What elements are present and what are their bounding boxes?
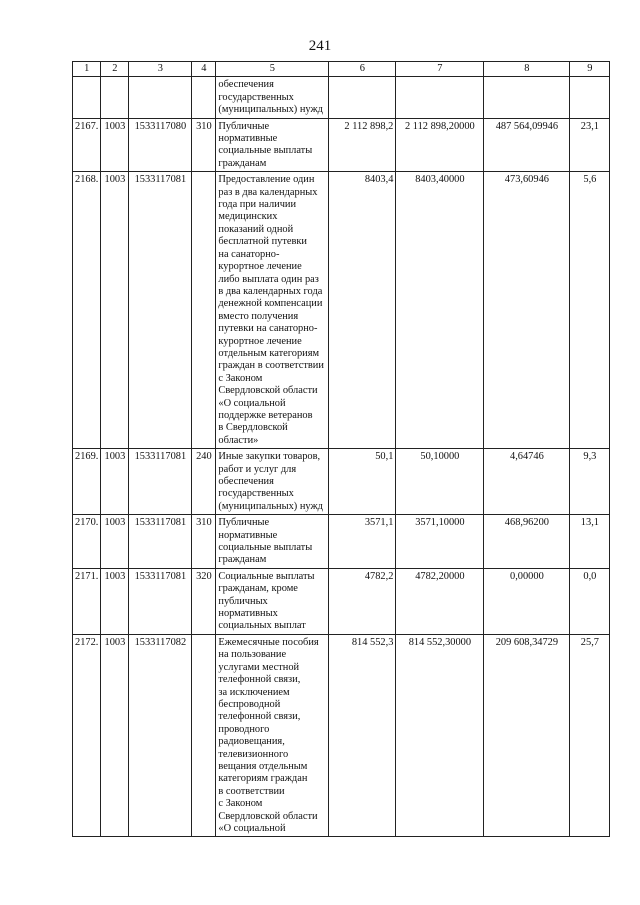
expense-type-cell: 310 (192, 515, 216, 569)
description-cell (216, 515, 329, 569)
description-line: вещания отдельным (218, 760, 308, 772)
percent-cell: 5,6 (570, 172, 610, 449)
percent-cell: 0,0 (570, 568, 610, 634)
header-cell: 2 (101, 62, 129, 77)
header-row (73, 62, 610, 77)
description-line: проводного (218, 723, 270, 735)
percent-cell (570, 77, 610, 118)
table-row (73, 77, 610, 118)
description-line: в два календарных года (218, 285, 323, 297)
description-line: бесплатной путевки (218, 236, 307, 248)
description-cell (216, 118, 329, 172)
table-row (73, 634, 610, 837)
target-article-cell: 1533117081 (129, 449, 192, 515)
table-row (73, 172, 610, 449)
description-line: в соответствии (218, 785, 285, 797)
description-line: «О социальной (218, 822, 286, 834)
description-line: государственных (218, 488, 294, 500)
description-line: с Законом (218, 798, 263, 810)
description-line: отдельным категориям (218, 347, 320, 359)
description-line: медицинских (218, 211, 278, 223)
header-cell: 1 (73, 62, 101, 77)
expense-type-cell (192, 172, 216, 449)
description-line: гражданам, кроме (218, 583, 298, 595)
percent-cell: 23,1 (570, 118, 610, 172)
row-number-cell: 2169. (73, 449, 101, 515)
header-cell: 8 (484, 62, 570, 77)
description-line: Публичные (218, 517, 270, 529)
description-cell (216, 568, 329, 634)
budget-table (72, 61, 610, 837)
description-line: «О социальной (218, 397, 286, 409)
percent-cell: 25,7 (570, 634, 610, 837)
section-code-cell: 1003 (101, 515, 129, 569)
target-article-cell: 1533117081 (129, 515, 192, 569)
description-line: телефонной связи, (218, 674, 301, 686)
budget-amount-cell: 50,10000 (396, 449, 484, 515)
description-line: беспроводной (218, 698, 281, 710)
description-cell (216, 172, 329, 449)
target-article-cell (129, 77, 192, 118)
description-line: за исключением (218, 686, 290, 698)
header-cell: 6 (329, 62, 396, 77)
description-line: категориям граждан (218, 773, 308, 785)
description-line: гражданам (218, 554, 267, 566)
row-number-cell: 2171. (73, 568, 101, 634)
description-line: Свердловской области (218, 810, 318, 822)
header-cell: 9 (570, 62, 610, 77)
description-line: Публичные (218, 120, 270, 132)
description-line: с Законом (218, 372, 263, 384)
budget-amount-cell: 2 112 898,20000 (396, 118, 484, 172)
description-line: нормативные (218, 133, 278, 145)
description-line: области» (218, 434, 259, 446)
description-line: курортное лечение (218, 335, 302, 347)
description-cell (216, 634, 329, 837)
description-line: курортное лечение (218, 261, 302, 273)
description-line: обеспечения (218, 79, 274, 91)
description-line: социальные выплаты (218, 145, 313, 157)
expense-type-cell: 240 (192, 449, 216, 515)
header-cell: 3 (129, 62, 192, 77)
executed-amount-cell: 487 564,09946 (484, 118, 570, 172)
expense-type-cell (192, 634, 216, 837)
description-line: на пользование (218, 649, 287, 661)
section-code-cell: 1003 (101, 118, 129, 172)
description-line: гражданам (218, 157, 267, 169)
description-line: на санаторно- (218, 248, 280, 260)
table-row (73, 515, 610, 569)
description-line: (муниципальных) нужд (218, 104, 323, 116)
expense-type-cell: 310 (192, 118, 216, 172)
row-number-cell: 2168. (73, 172, 101, 449)
approved-amount-cell: 3571,1 (329, 515, 396, 569)
description-line: нормативные (218, 529, 278, 541)
budget-amount-cell: 814 552,30000 (396, 634, 484, 837)
description-line: телефонной связи, (218, 711, 301, 723)
budget-amount-cell: 3571,10000 (396, 515, 484, 569)
description-line: Ежемесячные пособия (218, 636, 319, 648)
budget-amount-cell: 8403,40000 (396, 172, 484, 449)
description-line: Свердловской области (218, 385, 318, 397)
row-number-cell: 2170. (73, 515, 101, 569)
executed-amount-cell (484, 77, 570, 118)
percent-cell: 9,3 (570, 449, 610, 515)
expense-type-cell (192, 77, 216, 118)
row-number-cell: 2167. (73, 118, 101, 172)
description-line: поддержке ветеранов (218, 409, 313, 421)
budget-amount-cell (396, 77, 484, 118)
description-cell (216, 449, 329, 515)
executed-amount-cell: 4,64746 (484, 449, 570, 515)
description-cell (216, 77, 329, 118)
description-line: вместо получения (218, 310, 299, 322)
target-article-cell: 1533117080 (129, 118, 192, 172)
header-cell: 7 (396, 62, 484, 77)
approved-amount-cell: 2 112 898,2 (329, 118, 396, 172)
executed-amount-cell: 209 608,34729 (484, 634, 570, 837)
description-line: социальных выплат (218, 620, 306, 632)
description-line: Предоставление один (218, 174, 315, 186)
table-row (73, 118, 610, 172)
executed-amount-cell: 473,60946 (484, 172, 570, 449)
description-line: нормативных (218, 608, 278, 620)
header-cell: 5 (216, 62, 329, 77)
target-article-cell: 1533117082 (129, 634, 192, 837)
description-line: работ и услуг для (218, 463, 297, 475)
description-line: государственных (218, 91, 294, 103)
description-line: телевизионного (218, 748, 289, 760)
description-line: публичных (218, 595, 268, 607)
description-line: обеспечения (218, 476, 274, 487)
executed-amount-cell: 0,00000 (484, 568, 570, 634)
section-code-cell (101, 77, 129, 118)
section-code-cell: 1003 (101, 449, 129, 515)
description-line: денежной компенсации (218, 298, 323, 310)
expense-type-cell: 320 (192, 568, 216, 634)
target-article-cell: 1533117081 (129, 568, 192, 634)
approved-amount-cell: 4782,2 (329, 568, 396, 634)
table-row (73, 568, 610, 634)
description-line: в Свердловской (218, 422, 288, 434)
target-article-cell: 1533117081 (129, 172, 192, 449)
section-code-cell: 1003 (101, 568, 129, 634)
row-number-cell: 2172. (73, 634, 101, 837)
description-line: года при наличии (218, 199, 297, 211)
page-number: 241 (308, 38, 332, 54)
description-line: радиовещания, (218, 736, 285, 748)
section-code-cell: 1003 (101, 172, 129, 449)
description-line: социальные выплаты (218, 542, 313, 554)
description-line: (муниципальных) нужд (218, 500, 323, 512)
description-line: раз в два календарных (218, 186, 318, 198)
description-line: либо выплата один раз (218, 273, 319, 285)
approved-amount-cell: 8403,4 (329, 172, 396, 449)
description-line: путевки на санаторно- (218, 323, 318, 335)
approved-amount-cell (329, 77, 396, 118)
description-line: Иные закупки товаров, (218, 451, 321, 463)
section-code-cell: 1003 (101, 634, 129, 837)
approved-amount-cell: 50,1 (329, 449, 396, 515)
description-line: Социальные выплаты (218, 570, 315, 582)
row-number-cell (73, 77, 101, 118)
approved-amount-cell: 814 552,3 (329, 634, 396, 837)
header-cell: 4 (192, 62, 216, 77)
description-line: граждан в соответствии (218, 360, 324, 372)
description-line: показаний одной (218, 223, 294, 235)
table-row (73, 449, 610, 515)
budget-amount-cell: 4782,20000 (396, 568, 484, 634)
percent-cell: 13,1 (570, 515, 610, 569)
executed-amount-cell: 468,96200 (484, 515, 570, 569)
description-line: услугами местной (218, 661, 300, 673)
